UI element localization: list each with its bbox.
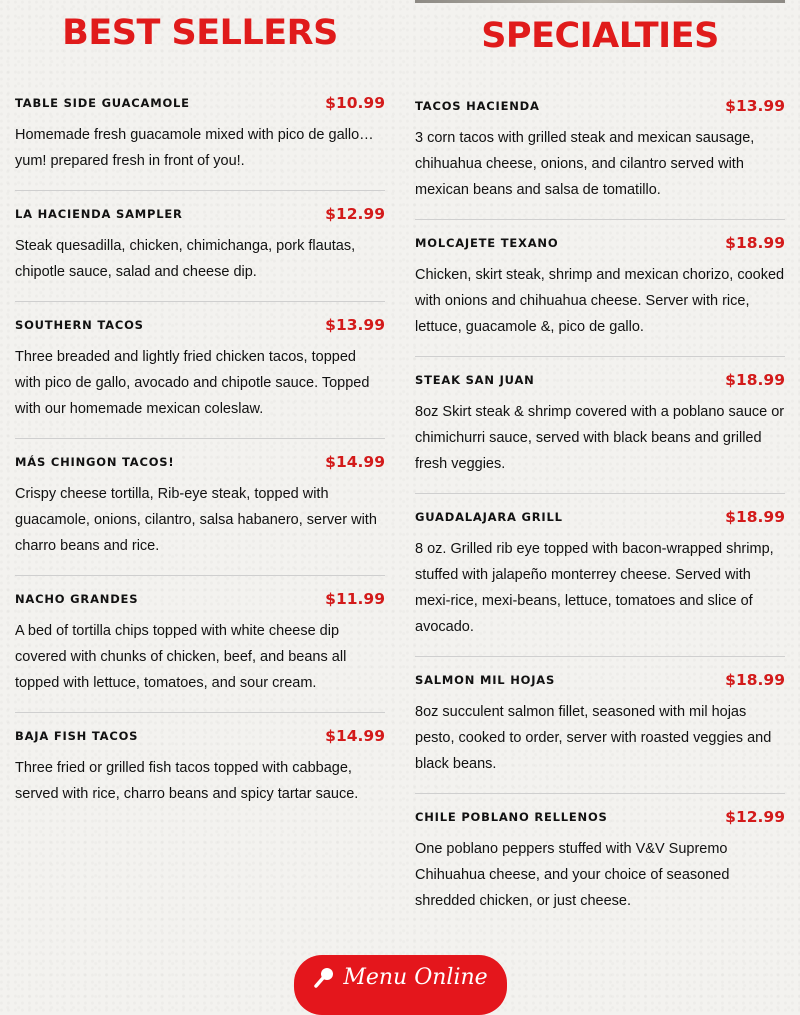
menu-item-price: $11.99 [325,590,385,608]
menu-item [15,453,385,576]
menu-item-description: One poblano peppers stuffed with V&V Supremo Chihuahua cheese, and your choice of seasoned shredded chicken, or just cheese. [415,841,730,909]
menu-item-name: GUADALAJARA GRILL [415,510,563,524]
menu-item-price: $12.99 [725,808,785,826]
best-sellers-column [15,0,385,837]
menu-item-price: $18.99 [725,671,785,689]
menu-item-name: STEAK SAN JUAN [415,373,535,387]
menu-item-description: Homemade fresh guacamole mixed with pico de gallo… yum! prepared fresh in front of you!. [15,127,374,169]
menu-item-name: TABLE SIDE GUACAMOLE [15,96,190,110]
best-sellers-title: BEST SELLERS [62,13,338,53]
menu-item [15,727,385,823]
specialties-column [415,0,785,944]
specialties-title: SPECIALTIES [481,16,719,56]
menu-item-price: $12.99 [325,205,385,223]
menu-item [415,808,785,930]
menu-item-description: Crispy cheese tortilla, Rib-eye steak, topped with guacamole, onions, cilantro, salsa habanero, server with charro beans and rice. [15,486,377,554]
menu-item-description: Steak quesadilla, chicken, chimichanga, pork flautas, chipotle sauce, salad and cheese dip. [15,238,356,280]
magnifier-icon [313,965,337,989]
best-sellers-list [15,94,385,823]
menu-item-description: 8oz Skirt steak & shrimp covered with a poblano sauce or chimichurri sauce, served with black beans and grilled fresh veggies. [415,404,785,472]
menu-item [15,316,385,439]
menu-item-header [15,590,385,616]
menu-item-description: Chicken, skirt steak, shrimp and mexican chorizo, cooked with onions and chihuahua cheese. Server with rice, lettuce, guacamole &, pico de gallo. [415,267,785,335]
menu-item-name: SOUTHERN TACOS [15,318,144,332]
menu-item-name: BAJA FISH TACOS [15,729,139,743]
menu-item-price: $14.99 [325,453,385,471]
menu-online-button[interactable] [294,955,507,1015]
menu-item [415,234,785,357]
menu-item-description: A bed of tortilla chips topped with white cheese dip covered with chunks of chicken, beef, and beans all topped with lettuce, tomatoes, and sour cream. [15,623,347,691]
menu-item [15,590,385,713]
menu-item-price: $13.99 [325,316,385,334]
menu-item-header [415,97,785,123]
menu-item-name: LA HACIENDA SAMPLER [15,207,183,221]
menu-item-description: 8 oz. Grilled rib eye topped with bacon-wrapped shrimp, stuffed with jalapeño monterrey cheese. Served with mexi-rice, mexi-beans, lettuce, tomatoes and slice of avocado. [415,541,774,635]
menu-item-header [415,808,785,834]
menu-item-price: $18.99 [725,371,785,389]
menu-item [415,371,785,494]
menu-item-description: Three breaded and lightly fried chicken tacos, topped with pico de gallo, avocado and chipotle sauce. Topped with our homemade mexican coleslaw. [15,349,370,417]
menu-item-header [15,453,385,479]
menu-item-name: TACOS HACIENDA [415,99,540,113]
menu-item-header [415,508,785,534]
menu-item-description: Three fried or grilled fish tacos topped with cabbage, served with rice, charro beans and spicy tartar sauce. [15,760,359,802]
menu-item-header [15,727,385,753]
menu-item-name: SALMON MIL HOJAS [415,673,556,687]
menu-item [415,508,785,657]
menu-item-header [415,671,785,697]
menu-item-name: NACHO GRANDES [15,592,139,606]
menu-item-description: 8oz succulent salmon fillet, seasoned with mil hojas pesto, cooked to order, server with roasted veggies and black beans. [415,704,772,772]
menu-item-price: $13.99 [725,97,785,115]
menu-item-header [415,371,785,397]
menu-item-price: $10.99 [325,94,385,112]
menu-item-name: CHILE POBLANO RELLENOS [415,810,608,824]
menu-item [15,94,385,191]
menu-item-price: $18.99 [725,234,785,252]
menu-item-header [15,205,385,231]
menu-item-price: $18.99 [725,508,785,526]
menu-item-name: MÁS CHINGON TACOS! [15,455,175,469]
menu-online-label: Menu Online [343,965,488,990]
menu-item-header [415,234,785,260]
menu-item-description: 3 corn tacos with grilled steak and mexican sausage, chihuahua cheese, onions, and cilantro served with mexican beans and salsa de tomatillo. [415,130,755,198]
menu-item-name: MOLCAJETE TEXANO [415,236,559,250]
specialties-list [415,97,785,930]
menu-item-price: $14.99 [325,727,385,745]
menu-item-header [15,316,385,342]
menu-item [15,205,385,302]
menu-item [415,97,785,220]
menu-item-header [15,94,385,120]
menu-item [415,671,785,794]
